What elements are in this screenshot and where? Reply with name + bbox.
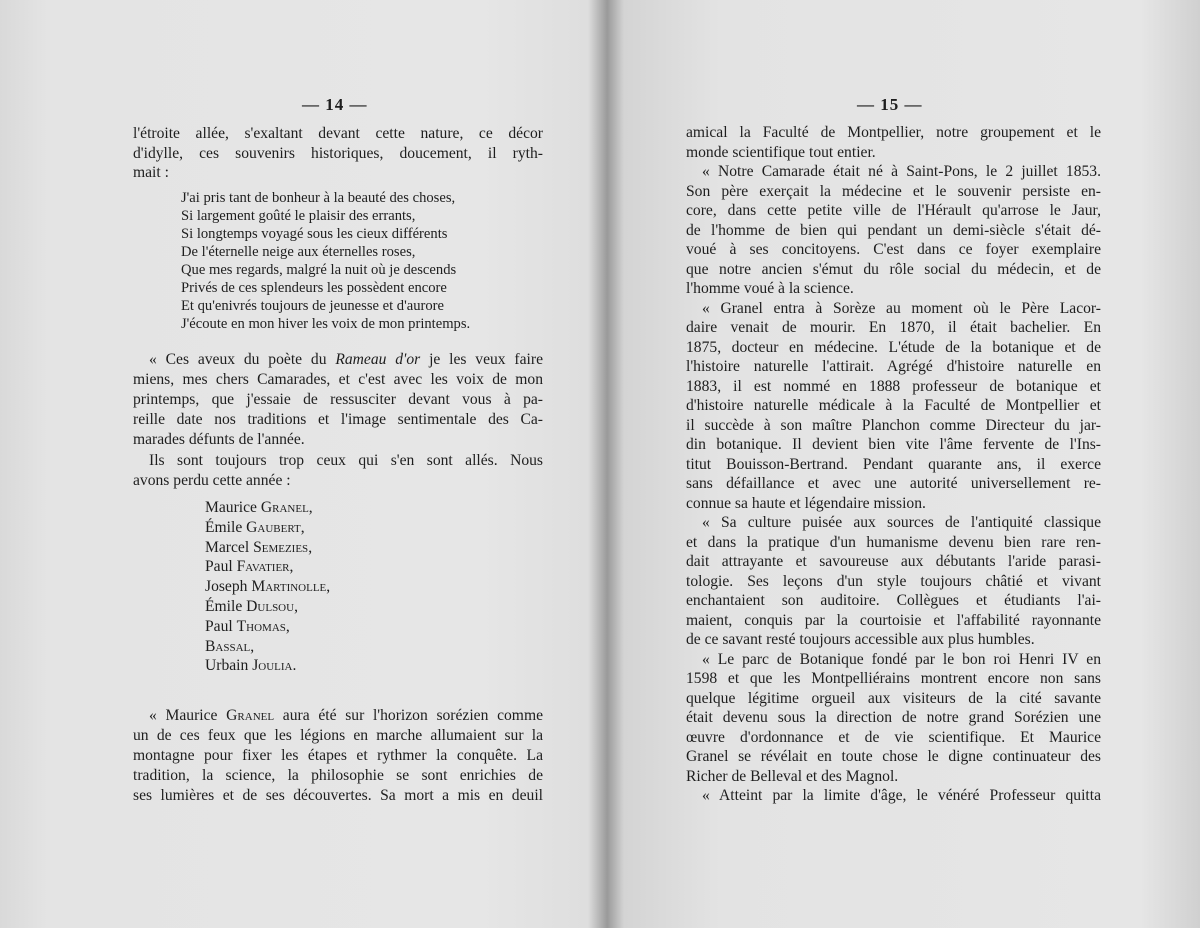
paragraph — [133, 451, 543, 490]
text-segment: din botanique. Il devient bien vite l'âme fervente de l'Ins- — [686, 436, 1101, 453]
text-line — [686, 357, 1101, 377]
text-segment: printemps, que j'essaie de ressusciter devant vous à pa- — [133, 391, 543, 408]
text-segment: Que mes regards, malgré la nuit où je descends — [181, 262, 457, 278]
text-segment: , — [294, 597, 298, 615]
text-line — [686, 338, 1101, 358]
text-line — [686, 260, 1101, 280]
text-line — [686, 689, 1101, 709]
text-line — [686, 240, 1101, 260]
text-segment: l'homme voué à la science. — [686, 280, 854, 297]
text-line — [686, 591, 1101, 611]
text-line — [686, 747, 1101, 767]
page-number: — 15 — — [857, 95, 923, 114]
text-segment: d'histoire naturelle médicale à la Faculté de Montpellier et — [686, 397, 1101, 414]
text-segment: J'ai pris tant de bonheur à la beauté des choses, — [181, 190, 456, 206]
text-line — [686, 143, 1101, 163]
paragraph — [133, 350, 543, 450]
text-segment: Joseph — [205, 578, 252, 596]
text-line — [205, 538, 505, 558]
text-line — [133, 410, 543, 430]
text-segment: ses lumières et de ses découvertes. Sa mort a mis en deuil — [133, 787, 543, 804]
text-segment: , — [250, 637, 255, 655]
text-segment: voué à ses concitoyens. C'est dans ce foyer exemplaire — [686, 241, 1101, 258]
text-line — [133, 746, 543, 766]
text-segment: marades défunts de l'année. — [133, 431, 305, 448]
text-segment: , — [285, 617, 290, 635]
paragraph — [133, 706, 543, 806]
text-segment: 1598 et que les Montpelliérains montrent encore non sans — [686, 670, 1101, 687]
text-segment: Urbain — [205, 657, 253, 675]
surname: Semezies — [253, 538, 309, 556]
surname: Favatier — [236, 558, 290, 576]
surname: Joulia — [252, 657, 293, 675]
body-text — [686, 123, 1101, 806]
text-line — [133, 786, 543, 806]
text-segment: l'histoire naturelle l'attirait. Agrégé d'histoire naturelle en — [686, 358, 1101, 375]
text-segment: que notre ancien s'émut du rôle social du médecin, et de — [686, 260, 1101, 278]
text-line — [133, 451, 543, 471]
surname: Bassal — [205, 637, 251, 655]
text-line — [686, 435, 1101, 455]
text-line — [686, 786, 1101, 806]
text-line — [686, 728, 1101, 748]
text-segment: et dans la pratique d'un humanisme devenu bien rare ren- — [686, 533, 1101, 551]
text-line — [205, 637, 505, 657]
text-segment: de ce savant resté toujours accessible aux plus humbles. — [686, 631, 1035, 648]
text-line — [205, 498, 505, 518]
text-line — [181, 189, 541, 207]
text-segment: œuvre d'ordonnance et de vie scientifique. Et Maurice — [686, 728, 1101, 746]
text-line — [133, 430, 543, 450]
text-segment: tologie. Ses leçons d'un style toujours châtié et vivant — [686, 572, 1101, 590]
text-segment: il succède à son maître Planchon comme Directeur du jar- — [686, 416, 1101, 434]
surname: Gaubert — [246, 518, 301, 536]
text-segment: Si largement goûté le plaisir des errants, — [181, 208, 416, 224]
text-segment: , — [308, 499, 313, 516]
text-line — [686, 533, 1101, 553]
text-segment: , — [289, 558, 294, 576]
text-line — [133, 350, 543, 370]
text-segment: mait : — [133, 164, 169, 181]
text-segment: reille date nos traditions et l'image sentimentale des Ca- — [133, 411, 543, 428]
text-segment: 1875, docteur en médecine. L'étude de la botanique et de — [686, 338, 1101, 356]
text-segment: « Granel entra à Sorèze au moment où le Père Lacor- — [702, 299, 1101, 317]
text-segment: je les veux faire — [420, 351, 543, 368]
text-segment: Si longtemps voyagé sous les cieux différents — [181, 226, 448, 242]
names-list — [205, 498, 505, 676]
text-segment: , — [326, 578, 331, 596]
text-segment: 1883, il est nommé en 1888 professeur de botanique et — [686, 377, 1101, 395]
page-number: — 14 — — [302, 95, 368, 114]
text-segment: « Ces aveux du poète du — [149, 351, 336, 368]
text-line — [686, 416, 1101, 436]
surname: Granel — [260, 499, 309, 516]
text-line — [686, 221, 1101, 241]
text-line — [133, 471, 543, 491]
text-segment: core, dans cette petite ville de l'Hérault qu'arrose le Jaur, — [686, 202, 1101, 219]
text-line — [686, 455, 1101, 475]
text-line — [205, 518, 505, 538]
text-segment: titut Bouisson-Bertrand. Pendant quarante ans, il exerce — [686, 455, 1101, 473]
text-line — [181, 297, 541, 315]
text-line — [205, 577, 505, 597]
text-segment: J'écoute en mon hiver les voix de mon printemps. — [181, 316, 471, 332]
text-line — [133, 163, 543, 183]
text-line — [181, 261, 541, 279]
text-segment: Émile — [205, 518, 247, 536]
text-segment: d'idylle, ces souvenirs historiques, doucement, il ryth- — [133, 144, 543, 162]
text-line — [205, 617, 505, 637]
text-segment: monde scientifique tout entier. — [686, 143, 876, 161]
text-line — [686, 650, 1101, 670]
text-segment: Ils sont toujours trop ceux qui s'en sont allés. Nous — [149, 452, 543, 469]
text-segment: Paul — [205, 617, 237, 635]
text-segment: Marcel — [205, 538, 254, 556]
text-segment: Maurice — [205, 499, 261, 516]
text-segment: maient, conquis par la courtoisie et l'affabilité rayonnante — [686, 611, 1101, 629]
text-segment: daire venait de mourir. En 1870, il était bachelier. En — [686, 319, 1101, 336]
italic-title: Rameau d'or — [335, 351, 421, 368]
text-line — [686, 767, 1101, 787]
text-segment: Granel se révélait en toute chose le digne continuateur des — [686, 748, 1101, 765]
text-line — [205, 597, 505, 617]
text-line — [686, 611, 1101, 631]
text-segment: « Notre Camarade était né à Saint-Pons, le 2 juillet 1853. — [702, 163, 1101, 180]
text-segment: était devenu sous la direction de notre grand Sorézien une — [686, 709, 1101, 726]
text-segment: « Le parc de Botanique fondé par le bon roi Henri IV en — [702, 650, 1101, 668]
text-line — [181, 243, 541, 261]
right-page — [612, 0, 1200, 928]
text-line — [181, 315, 541, 333]
text-segment: « Atteint par la limite d'âge, le vénéré Professeur quitta — [702, 787, 1101, 804]
text-line — [133, 726, 543, 746]
text-line — [686, 630, 1101, 650]
paragraph — [133, 124, 543, 183]
text-line — [686, 708, 1101, 728]
surname: Granel — [226, 707, 275, 724]
text-segment: Privés de ces splendeurs les possèdent encore — [181, 280, 447, 296]
text-segment: , — [308, 538, 313, 556]
text-line — [686, 162, 1101, 182]
text-segment: miens, mes chers Camarades, et c'est avec les voix de mon — [133, 371, 543, 388]
surname: Thomas — [236, 617, 286, 635]
text-line — [686, 669, 1101, 689]
text-line — [686, 572, 1101, 592]
text-segment: amical la Faculté de Montpellier, notre groupement et le — [686, 124, 1101, 141]
text-segment: Paul — [205, 558, 237, 576]
text-line — [686, 279, 1101, 299]
text-line — [181, 279, 541, 297]
text-line — [181, 225, 541, 243]
text-segment: un de ces feux que les légions en marche allumaient sur la — [133, 727, 543, 744]
text-line — [133, 124, 543, 144]
surname: Dulsou — [246, 597, 295, 615]
text-segment: Richer de Belleval et des Magnol. — [686, 767, 899, 785]
text-line — [133, 390, 543, 410]
text-line — [686, 396, 1101, 416]
text-segment: enchantaient son auditoire. Collègues et étudiants l'ai- — [686, 592, 1101, 609]
text-line — [686, 201, 1101, 221]
text-line — [686, 123, 1101, 143]
text-segment: , — [300, 518, 305, 536]
text-segment: sans défaillance et avec une autorité universellement re- — [686, 475, 1101, 492]
text-segment: tradition, la science, la philosophie se sont enrichies de — [133, 767, 543, 784]
text-line — [133, 766, 543, 786]
text-segment: montagne pour fixer les étapes et rythmer la conquête. La — [133, 747, 543, 764]
text-segment: dait attrayante et savoureuse aux débutants l'aride parasi- — [686, 553, 1101, 570]
text-segment: De l'éternelle neige aux éternelles roses, — [181, 244, 416, 260]
text-segment: l'étroite allée, s'exaltant devant cette nature, ce décor — [133, 125, 543, 142]
surname: Martinolle — [251, 578, 327, 596]
text-line — [133, 706, 543, 726]
text-line — [686, 299, 1101, 319]
text-segment: . — [292, 657, 297, 675]
text-line — [686, 182, 1101, 202]
text-line — [686, 552, 1101, 572]
text-line — [181, 207, 541, 225]
text-line — [686, 377, 1101, 397]
text-segment: Émile — [205, 597, 247, 615]
text-line — [205, 557, 505, 577]
text-segment: aura été sur l'horizon sorézien comme — [274, 707, 543, 724]
text-segment: « Sa culture puisée aux sources de l'antiquité classique — [702, 514, 1101, 531]
text-segment: Et qu'enivrés toujours de jeunesse et d'aurore — [181, 298, 445, 314]
text-segment: quelque légitime orgueil aux visiteurs de la cité savante — [686, 689, 1101, 707]
text-segment: avons perdu cette année : — [133, 471, 291, 489]
text-line — [686, 474, 1101, 494]
text-line — [686, 318, 1101, 338]
text-segment: « Maurice — [149, 707, 227, 724]
text-line — [686, 494, 1101, 514]
text-segment: connue sa haute et légendaire mission. — [686, 494, 926, 512]
text-line — [686, 513, 1101, 533]
text-line — [205, 656, 505, 676]
text-line — [133, 370, 543, 390]
text-line — [133, 144, 543, 164]
text-segment: de l'homme de bien qui pendant un demi-siècle s'était dé- — [686, 221, 1101, 239]
text-segment: Son père exerçait la médecine et le souvenir persiste en- — [686, 182, 1101, 200]
poem — [181, 189, 541, 333]
